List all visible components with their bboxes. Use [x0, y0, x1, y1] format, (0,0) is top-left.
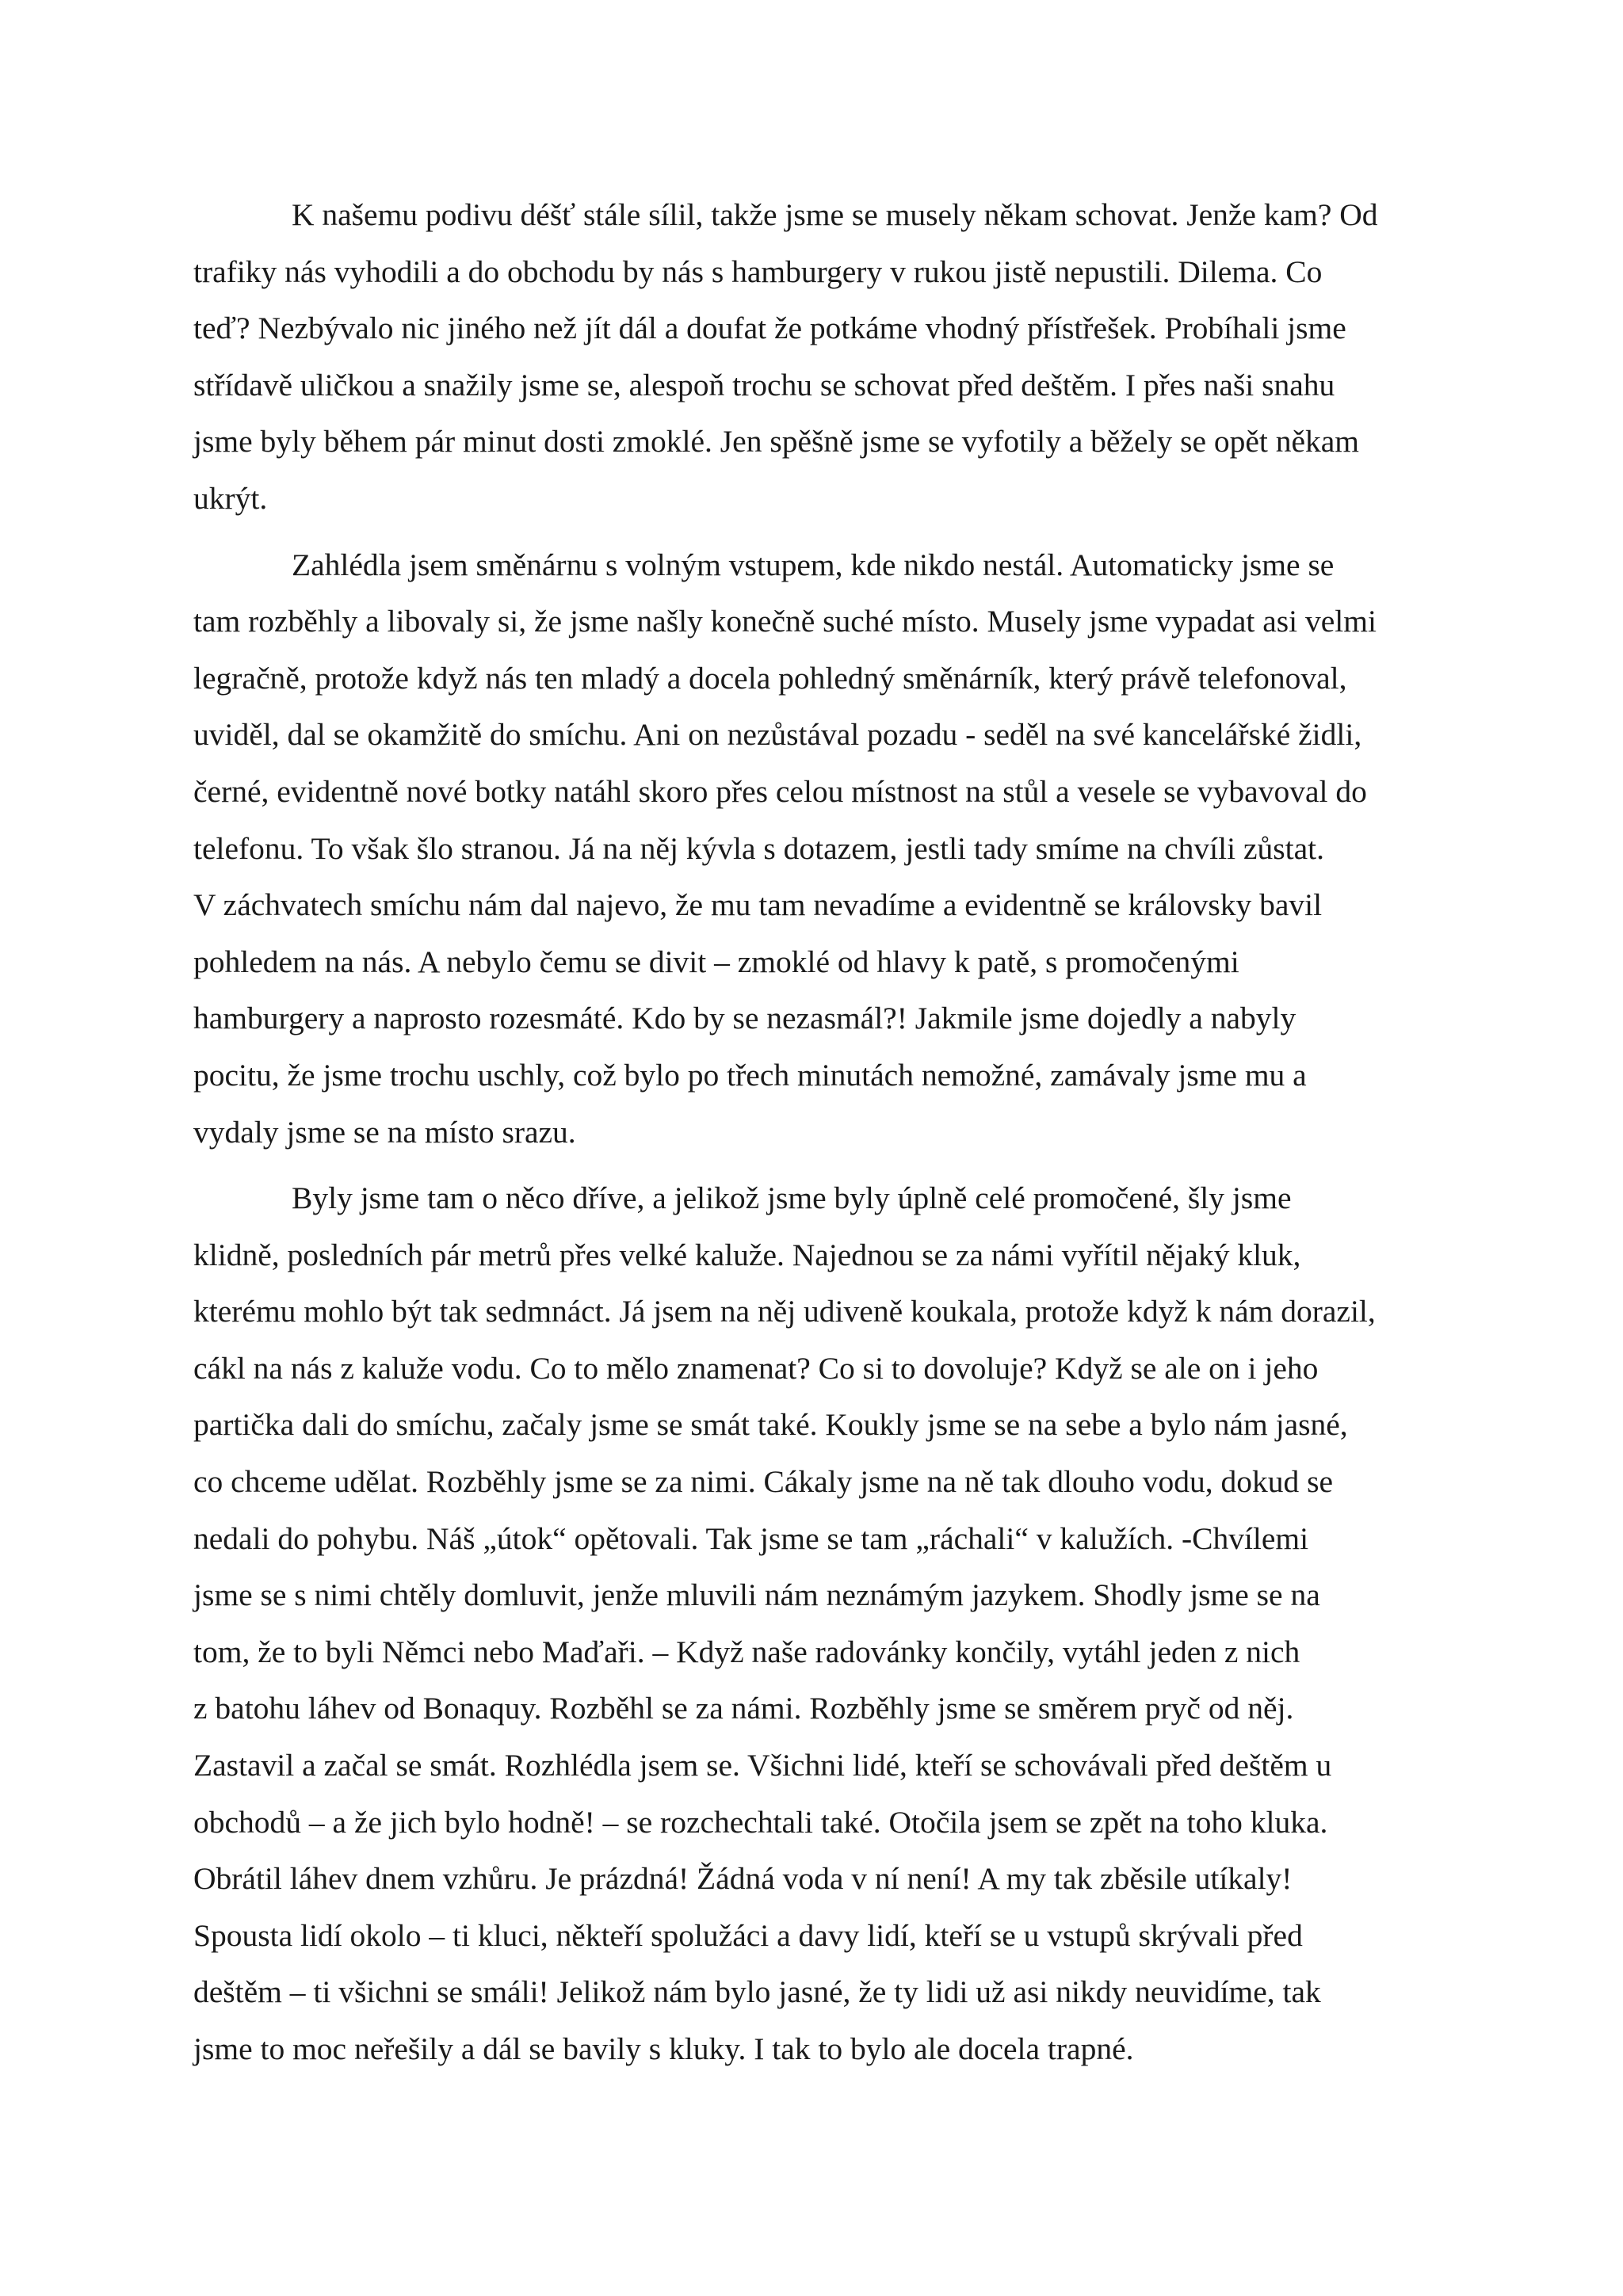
text-line: černé, evidentně nové botky natáhl skoro přes celou místnost na stůl a vesele se vybavoval do: [193, 773, 1367, 809]
text-line: V záchvatech smíchu nám dal najevo, že mu tam nevadíme a evidentně se královsky bavil: [193, 887, 1323, 923]
text-line: Zastavil a začal se smát. Rozhlédla jsem se. Všichni lidé, kteří se schovávali před deštěm u: [193, 1748, 1332, 1783]
text-line: klidně, posledních pár metrů přes velké kaluže. Najednou se za námi vyřítil nějaký kluk,: [193, 1237, 1301, 1272]
document-body: [193, 187, 1445, 2078]
text-line: teď? Nezbývalo nic jiného než jít dál a doufat že potkáme vhodný přístřešek. Probíhali jsme: [193, 311, 1346, 346]
text-line: uviděl, dal se okamžitě do smíchu. Ani on nezůstával pozadu - seděl na své kancelářské židli,: [193, 717, 1362, 753]
text-line: jsme to moc neřešily a dál se bavily s kluky. I tak to bylo ale docela trapné.: [193, 2031, 1134, 2066]
text-line: legračně, protože když nás ten mladý a docela pohledný směnárník, který právě telefonoval,: [193, 660, 1347, 696]
paragraph-1: [193, 187, 1445, 528]
text-line: jsme byly během pár minut dosti zmoklé. Jen spěšně jsme se vyfotily a běžely se opět někam: [193, 424, 1360, 460]
text-line: Byly jsme tam o něco dříve, a jelikož jsme byly úplně celé promočené, šly jsme: [292, 1180, 1292, 1216]
text-line: cákl na nás z kaluže vodu. Co to mělo znamenat? Co si to dovoluje? Když se ale on i jeho: [193, 1350, 1319, 1386]
text-line: tom, že to byli Němci nebo Maďaři. – Když naše radovánky končily, vytáhl jeden z nich: [193, 1634, 1300, 1669]
text-line: partička dali do smíchu, začaly jsme se smát také. Koukly jsme se na sebe a bylo nám jasné,: [193, 1407, 1348, 1443]
text-line: co chceme udělat. Rozběhly jsme se za nimi. Cákaly jsme na ně tak dlouho vodu, dokud se: [193, 1464, 1334, 1500]
text-line: Zahlédla jsem směnárnu s volným vstupem, kde nikdo nestál. Automaticky jsme se: [292, 547, 1335, 582]
paragraph-2: [193, 537, 1445, 1161]
text-line: hamburgery a naprosto rozesmáté. Kdo by se nezasmál?! Jakmile jsme dojedly a nabyly: [193, 1001, 1296, 1036]
text-line: vydaly jsme se na místo srazu.: [193, 1114, 576, 1150]
text-line: obchodů – a že jich bylo hodně! – se rozchechtali také. Otočila jsem se zpět na toho kluka.: [193, 1804, 1328, 1840]
text-line: kterému mohlo být tak sedmnáct. Já jsem na něj udiveně koukala, protože když k nám dorazil,: [193, 1294, 1376, 1329]
text-line: telefonu. To však šlo stranou. Já na něj kývla s dotazem, jestli tady smíme na chvíli zůstat.: [193, 830, 1324, 866]
text-line: tam rozběhly a libovaly si, že jsme našly konečně suché místo. Musely jsme vypadat asi velmi: [193, 604, 1377, 639]
text-line: střídavě uličkou a snažily jsme se, alespoň trochu se schovat před deštěm. I přes naši snahu: [193, 367, 1335, 402]
text-line: Obrátil láhev dnem vzhůru. Je prázdná! Žádná voda v ní není! A my tak zběsile utíkaly!: [193, 1861, 1293, 1897]
paragraph-3: [193, 1170, 1445, 2078]
text-line: K našemu podivu déšť stále sílil, takže jsme se musely někam schovat. Jenže kam? Od: [292, 197, 1378, 232]
text-line: z batohu láhev od Bonaquy. Rozběhl se za námi. Rozběhly jsme se směrem pryč od něj.: [193, 1691, 1294, 1726]
text-line: trafiky nás vyhodili a do obchodu by nás s hamburgery v rukou jistě nepustili. Dilema. Co: [193, 254, 1323, 289]
text-line: ukrýt.: [193, 480, 268, 516]
text-line: Spousta lidí okolo – ti kluci, někteří spolužáci a davy lidí, kteří se u vstupů skrývali před: [193, 1917, 1303, 1953]
text-line: jsme se s nimi chtěly domluvit, jenže mluvili nám neznámým jazykem. Shodly jsme se na: [193, 1577, 1320, 1613]
text-line: deštěm – ti všichni se smáli! Jelikož nám bylo jasné, že ty lidi už asi nikdy neuvidíme, tak: [193, 1974, 1321, 2010]
text-line: pohledem na nás. A nebylo čemu se divit – zmoklé od hlavy k patě, s promočenými: [193, 944, 1239, 979]
text-line: pocitu, že jsme trochu uschly, což bylo po třech minutách nemožné, zamávaly jsme mu a: [193, 1057, 1307, 1093]
text-line: nedali do pohybu. Náš „útok“ opětovali. Tak jsme se tam „ráchali“ v kalužích. -Chvílemi: [193, 1520, 1309, 1556]
